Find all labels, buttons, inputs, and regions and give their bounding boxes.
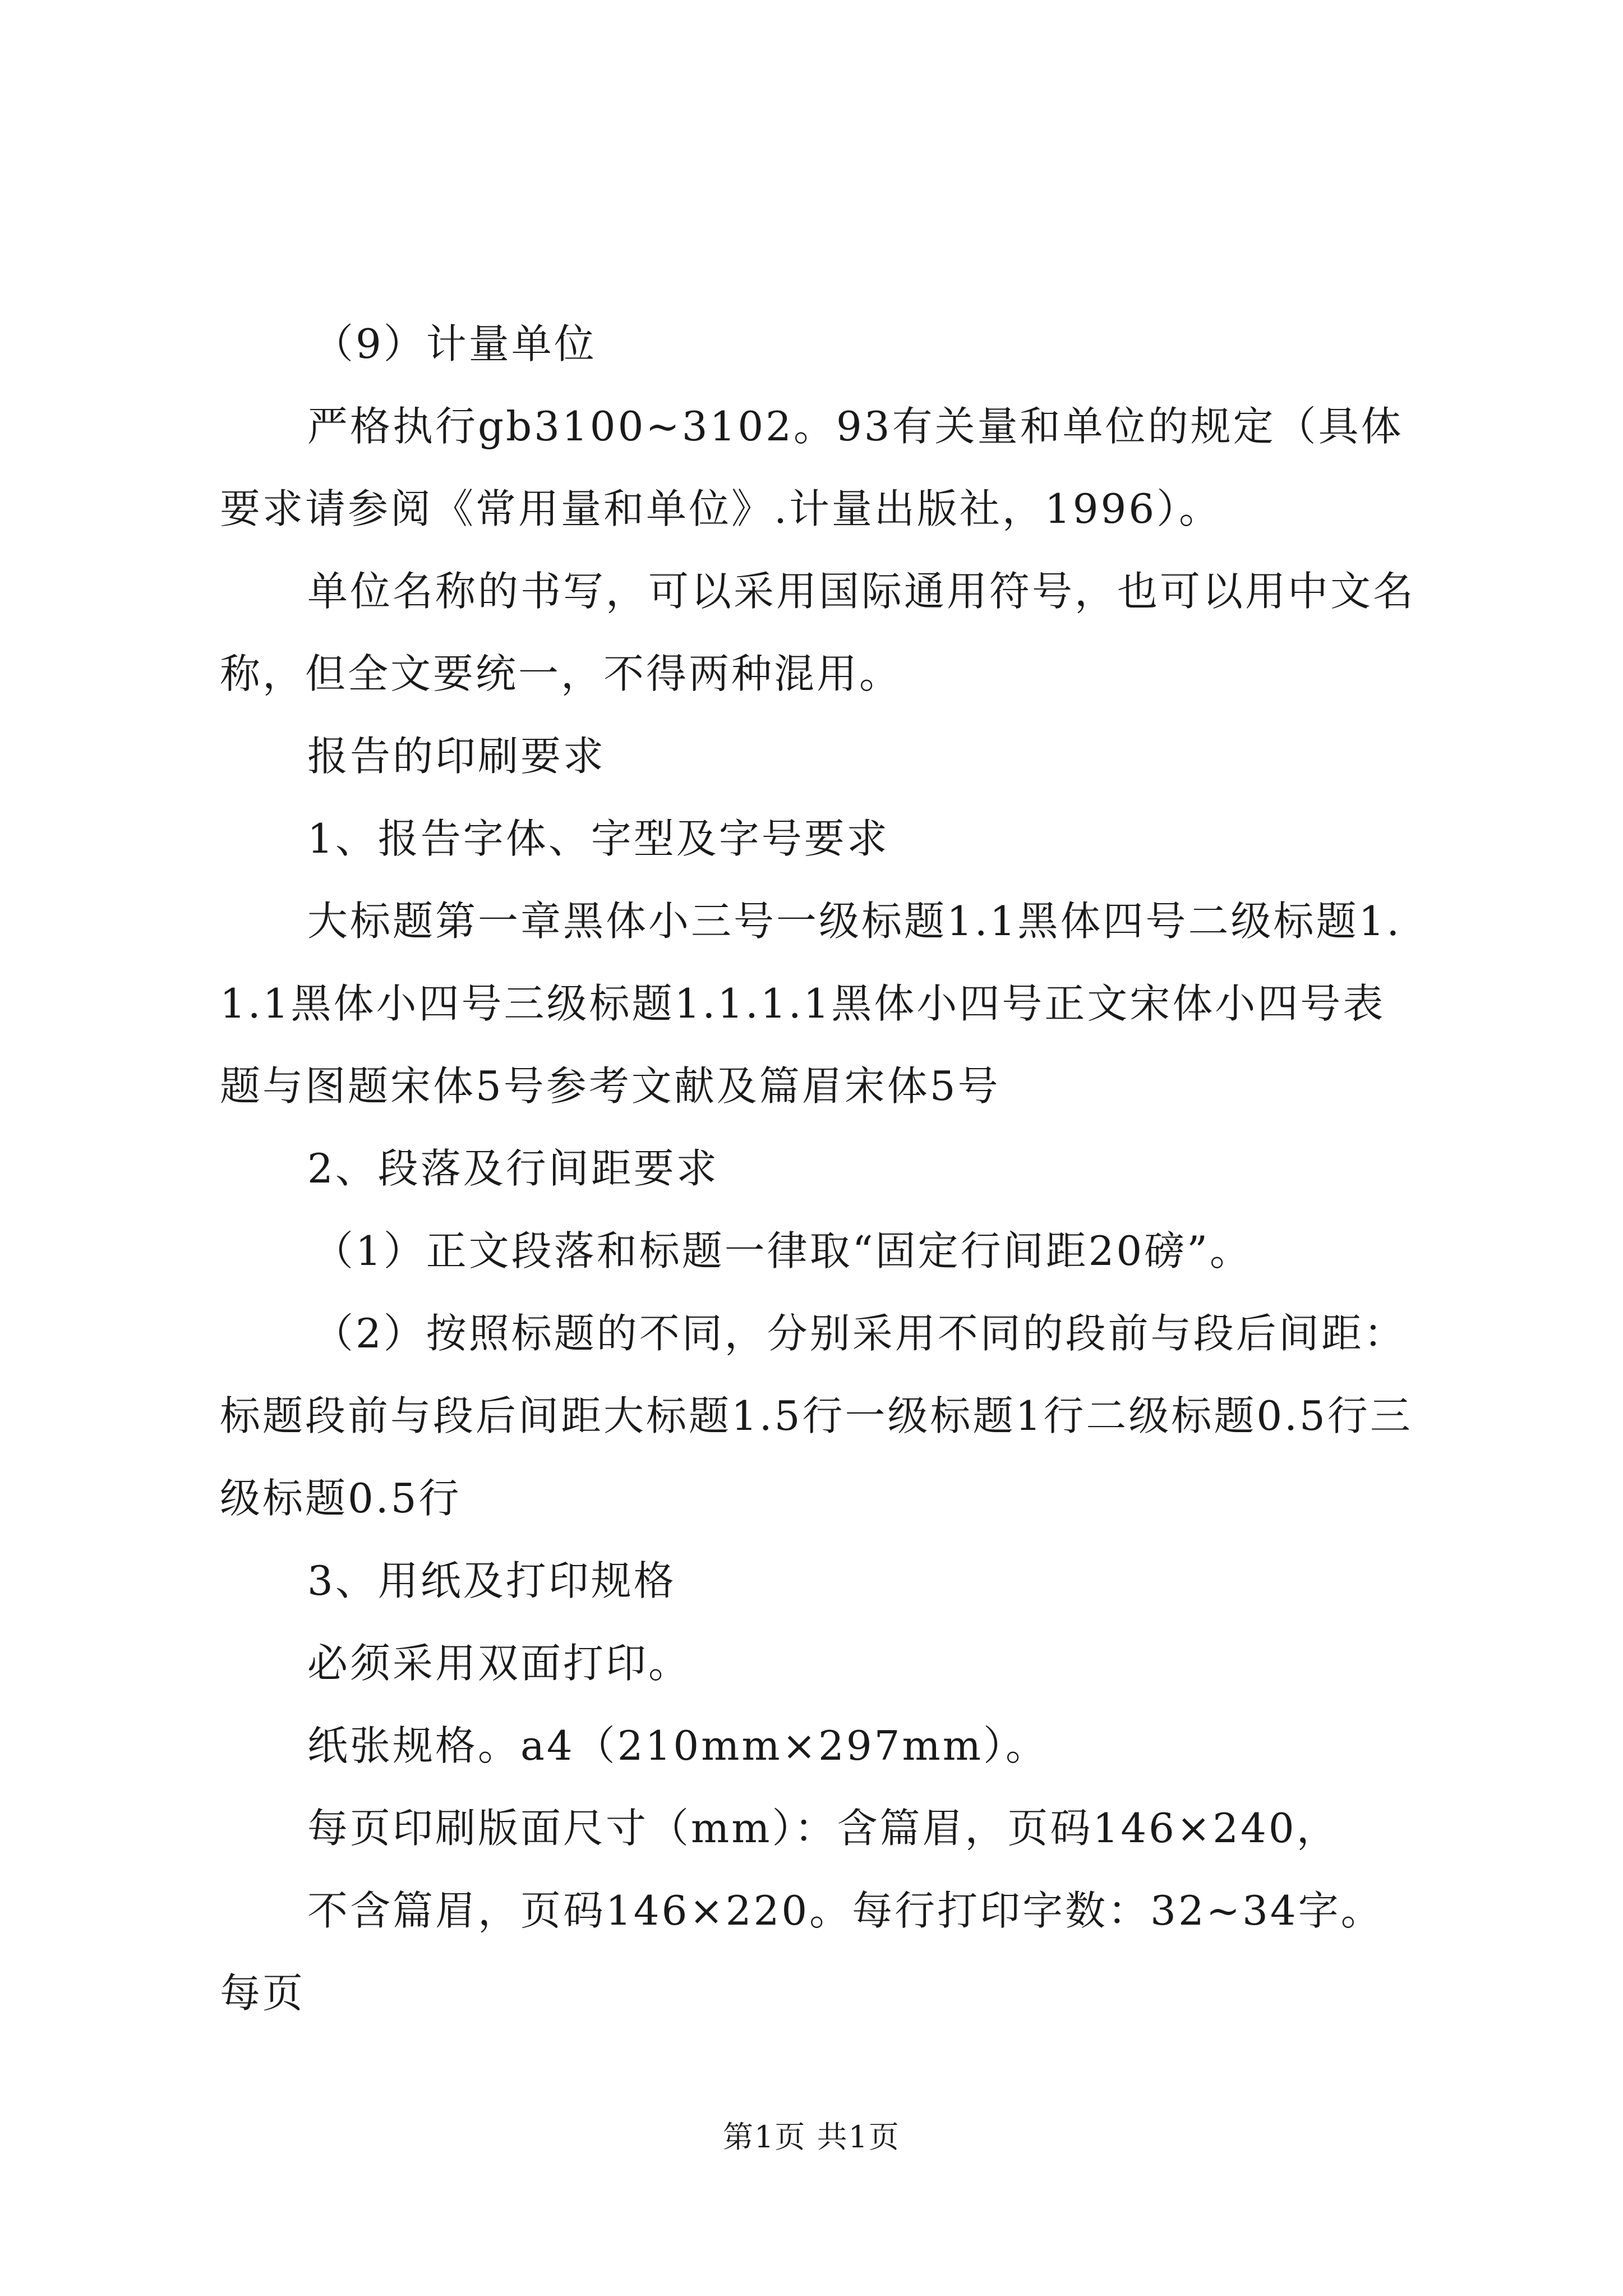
paragraph: 必须采用双面打印。 [307, 1640, 691, 1687]
paragraph: 报告的印刷要求 [307, 733, 606, 780]
paragraph: 2、段落及行间距要求 [307, 1145, 719, 1192]
paragraph: 3、用纸及打印规格 [307, 1557, 676, 1604]
paragraph: （2）按照标题的不同，分别采用不同的段前与段后间距：标题段前与段后间距大标题1.5行一级标题1行二级标题0.5行三级标题0.5行 [220, 1310, 1413, 1522]
paragraph: 不含篇眉，页码146×220。每行打印字数：32~34字。每页 [220, 1887, 1384, 2017]
paragraph: 1、报告字体、字型及字号要求 [307, 815, 889, 862]
paragraph: （9）计量单位 [313, 320, 597, 367]
paragraph: 大标题第一章黑体小三号一级标题1.1黑体四号二级标题1.1.1黑体小四号三级标题1.1.1.1黑体小四号正文宋体小四号表题与图题宋体5号参考文献及篇眉宋体5号 [220, 898, 1402, 1110]
paragraph: 纸张规格。a4（210mm×297mm）。 [307, 1722, 1049, 1769]
document-body [220, 303, 1426, 2035]
page-footer [0, 2118, 1623, 2157]
paragraph: 每页印刷版面尺寸（mm）：含篇眉，页码146×240， [307, 1805, 1339, 1852]
paragraph: 单位名称的书写，可以采用国际通用符号，也可以用中文名称，但全文要统一，不得两种混用。 [220, 568, 1416, 697]
paragraph: 严格执行gb3100~3102。93有关量和单位的规定（具体要求请参阅《常用量和单位》.计量出版社，1996）。 [220, 403, 1404, 532]
page-number-label: 第1页 共1页 [723, 2119, 900, 2155]
paragraph: （1）正文段落和标题一律取“固定行间距20磅”。 [313, 1227, 1253, 1274]
